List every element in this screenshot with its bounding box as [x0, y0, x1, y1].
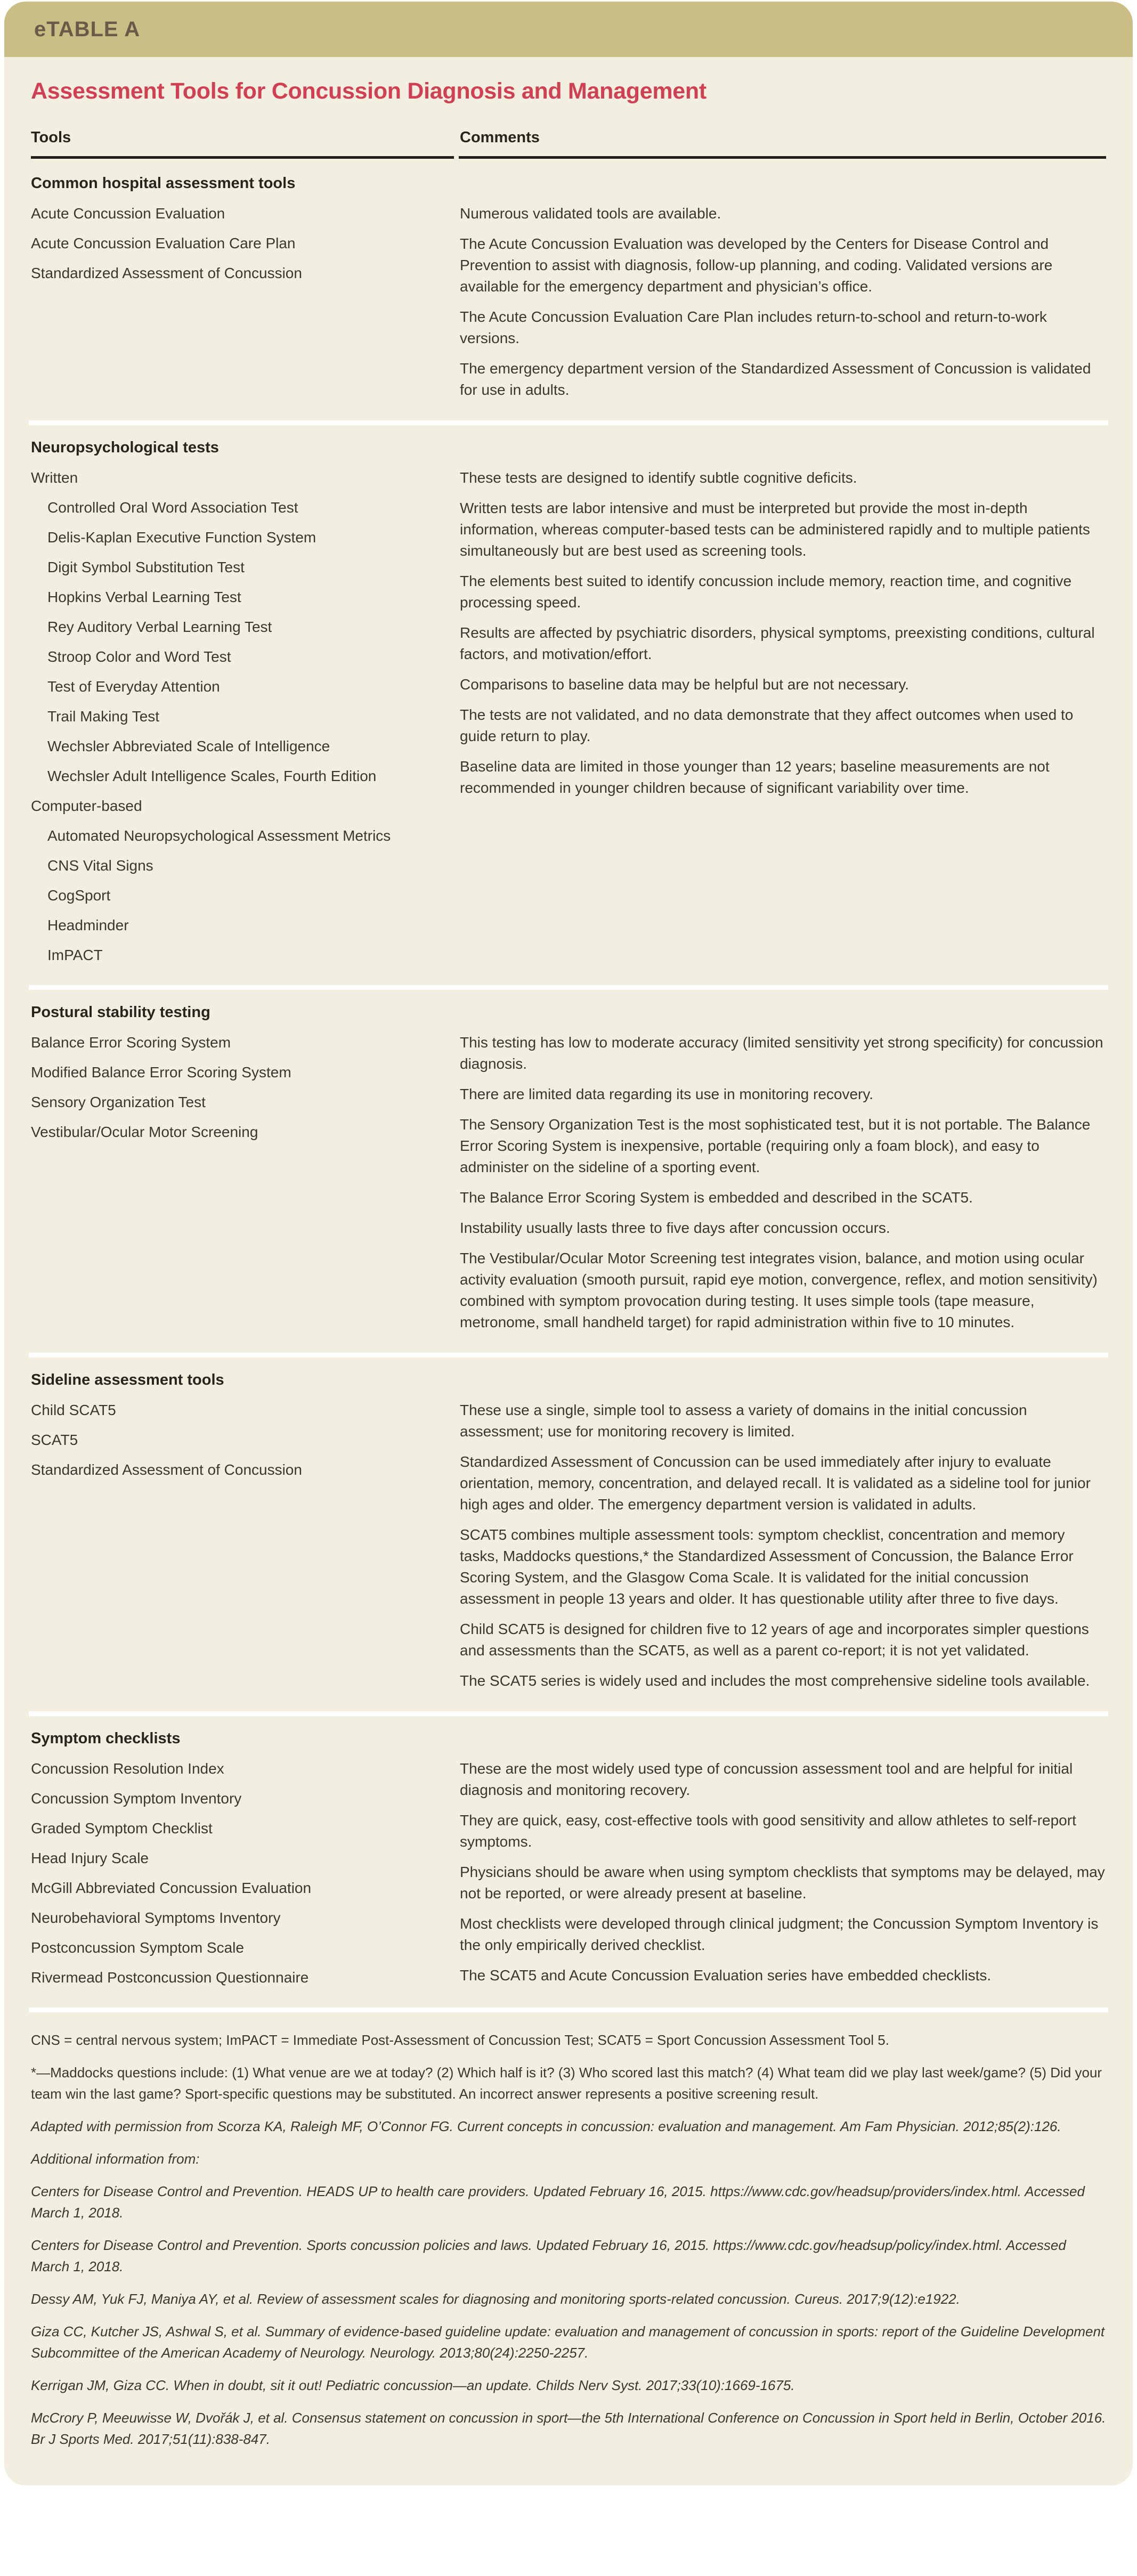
- tool-item: Graded Symptom Checklist: [31, 1820, 213, 1836]
- tool-item: Digit Symbol Substitution Test: [47, 559, 245, 575]
- section-header: Postural stability testing: [31, 1004, 210, 1021]
- comment-paragraph: They are quick, easy, cost-effective tools with good sensitivity and allow athletes to self-report symptoms.: [460, 1812, 1076, 1850]
- comment-paragraph: The tests are not validated, and no data demonstrate that they affect outcomes when used to guide return to play.: [460, 706, 1074, 744]
- tools-column: [31, 1758, 451, 1997]
- tool-item: Computer-based: [31, 798, 142, 814]
- tool-item: Acute Concussion Evaluation Care Plan: [31, 235, 296, 251]
- comment-paragraph: The elements best suited to identify concussion include memory, reaction time, and cognitive processing speed.: [460, 573, 1072, 611]
- comment-paragraph: Results are affected by psychiatric disorders, physical symptoms, preexisting conditions, cultural factors, and motivation/effort.: [460, 624, 1095, 662]
- table-section: [31, 1716, 1106, 2008]
- comment-paragraph: Physicians should be aware when using symptom checklists that symptoms may be delayed, may not be reported, or were already present at baseline.: [460, 1864, 1105, 1901]
- table-sections: [31, 161, 1106, 2008]
- column-header-comments: Comments: [460, 129, 540, 146]
- table-label-band: [4, 2, 1133, 57]
- footnote: Adapted with permission from Scorza KA, Raleigh MF, O’Connor FG. Current concepts in concussion: evaluation and management. Am Fam Physician. 2012;85(2):126.: [31, 2118, 1061, 2134]
- tool-item: Hopkins Verbal Learning Test: [47, 589, 241, 605]
- tool-item: Written: [31, 469, 78, 486]
- section-divider: [29, 985, 1108, 990]
- footnote: CNS = central nervous system; ImPACT = Immediate Post-Assessment of Concussion Test; SCAT5 = Sport Concussion Assessment Tool 5.: [31, 2032, 889, 2048]
- comment-paragraph: This testing has low to moderate accuracy (limited sensitivity yet strong specificity) for concussion diagnosis.: [460, 1034, 1103, 1072]
- comment-paragraph: SCAT5 combines multiple assessment tools: symptom checklist, concentration and memory tasks, Maddocks questions,* the Standardized Assessment of Concussion, the Balance Error Scoring System, and the Glasgow Coma Scale. It is validated for the initial concussion assessment in people 13 years and older. It has questionable utility after three to five days.: [460, 1526, 1074, 1607]
- table-title: Assessment Tools for Concussion Diagnosis and Management: [31, 78, 706, 104]
- tool-item: Head Injury Scale: [31, 1850, 149, 1866]
- tool-item: Modified Balance Error Scoring System: [31, 1064, 291, 1080]
- tool-item: Automated Neuropsychological Assessment Metrics: [47, 827, 391, 844]
- tool-item: Postconcussion Symptom Scale: [31, 1939, 244, 1956]
- section-divider: [29, 2008, 1108, 2012]
- comments-column: [460, 467, 1106, 974]
- comment-paragraph: Comparisons to baseline data may be helpful but are not necessary.: [460, 676, 909, 693]
- section-columns: [31, 1032, 1106, 1342]
- tool-item: Acute Concussion Evaluation: [31, 205, 225, 222]
- comment-paragraph: The Vestibular/Ocular Motor Screening test integrates vision, balance, and motion using ocular activity evaluation (smooth pursuit, rapid eye motion, convergence, reflex, and motion sensitivity) combined with symptom provocation during testing. It uses simple tools (tape measure, metronome, small handheld target) for rapid administration within five to 10 minutes.: [460, 1250, 1098, 1330]
- table-section: [31, 990, 1106, 1353]
- footnote: McCrory P, Meeuwisse W, Dvořák J, et al. Consensus statement on concussion in sport—the 5th International Conference on Concussion in Sport held in Berlin, October 2016. Br J Sports Med. 2017;51(11):838-847.: [31, 2410, 1106, 2447]
- comment-paragraph: Most checklists were developed through clinical judgment; the Concussion Symptom Inventory is the only empirically derived checklist.: [460, 1915, 1099, 1953]
- tool-item: Delis-Kaplan Executive Function System: [47, 529, 316, 546]
- comment-paragraph: Child SCAT5 is designed for children five to 12 years of age and incorporates simpler questions and assessments than the SCAT5, as well as a parent co-report; it is not yet validated.: [460, 1621, 1089, 1659]
- tool-item: Standardized Assessment of Concussion: [31, 265, 302, 281]
- tool-item: SCAT5: [31, 1432, 78, 1448]
- tool-item: Balance Error Scoring System: [31, 1034, 231, 1051]
- header-rule: [31, 156, 1106, 159]
- tool-item: Vestibular/Ocular Motor Screening: [31, 1124, 258, 1140]
- tool-item: CogSport: [47, 887, 111, 904]
- tools-column: [31, 467, 451, 974]
- section-header: Common hospital assessment tools: [31, 175, 296, 192]
- table-card: [4, 2, 1133, 2485]
- tool-item: Headminder: [47, 917, 129, 933]
- comment-paragraph: The Balance Error Scoring System is embedded and described in the SCAT5.: [460, 1189, 973, 1206]
- header-rule-right: [459, 156, 1106, 159]
- footnote: *—Maddocks questions include: (1) What venue are we at today? (2) Which half is it? (3) Who scored last this match? (4) What team did we play last week/game? (5) Did your team win the last game? Sport-specific questions may be substituted. An incorrect answer represents a positive screening result.: [31, 2065, 1102, 2102]
- comment-paragraph: The emergency department version of the Standardized Assessment of Concussion is validated for use in adults.: [460, 360, 1091, 398]
- tool-item: CNS Vital Signs: [47, 857, 153, 874]
- table-section: [31, 425, 1106, 985]
- tools-column: [31, 203, 451, 410]
- comment-paragraph: Instability usually lasts three to five days after concussion occurs.: [460, 1220, 890, 1236]
- tool-item: Stroop Color and Word Test: [47, 648, 231, 665]
- comment-paragraph: The SCAT5 series is widely used and includes the most comprehensive sideline tools available.: [460, 1672, 1090, 1689]
- section-columns: [31, 1758, 1106, 1997]
- tool-item: Trail Making Test: [47, 708, 160, 725]
- tool-item: Concussion Resolution Index: [31, 1760, 224, 1777]
- comment-paragraph: There are limited data regarding its use in monitoring recovery.: [460, 1086, 874, 1102]
- column-headers: [31, 129, 1106, 147]
- table-section: [31, 161, 1106, 420]
- tool-item: Wechsler Adult Intelligence Scales, Fourth Edition: [47, 768, 377, 784]
- comment-paragraph: These use a single, simple tool to assess a variety of domains in the initial concussion assessment; use for monitoring recovery is limited.: [460, 1402, 1027, 1440]
- comment-paragraph: These are the most widely used type of concussion assessment tool and are helpful for initial diagnosis and monitoring recovery.: [460, 1760, 1073, 1798]
- header-rule-left: [31, 156, 454, 159]
- column-header-tools: Tools: [31, 129, 71, 146]
- tool-item: Concussion Symptom Inventory: [31, 1790, 242, 1807]
- footnote: Giza CC, Kutcher JS, Ashwal S, et al. Summary of evidence-based guideline update: evaluation and management of concussion in sports: report of the Guideline Development Subcommittee of the American Academy of Neurology. Neurology. 2013;80(24):2250-2257.: [31, 2323, 1105, 2361]
- comment-paragraph: The Acute Concussion Evaluation Care Plan includes return-to-school and return-to-work versions.: [460, 308, 1047, 346]
- comment-paragraph: Standardized Assessment of Concussion can be used immediately after injury to evaluate orientation, memory, concentration, and delayed recall. It is validated as a sideline tool for junior high ages and older. The emergency department version is validated in adults.: [460, 1453, 1091, 1513]
- tool-item: Controlled Oral Word Association Test: [47, 499, 298, 516]
- section-columns: [31, 1400, 1106, 1701]
- comment-paragraph: Written tests are labor intensive and must be interpreted but provide the most in-depth information, whereas computer-based tests can be administered rapidly and to multiple patients simultaneously but are best used as screening tools.: [460, 500, 1090, 559]
- section-header: Symptom checklists: [31, 1730, 181, 1747]
- comments-column: [460, 1032, 1106, 1342]
- comments-column: [460, 1758, 1106, 1997]
- tool-item: Child SCAT5: [31, 1402, 116, 1418]
- section-columns: [31, 203, 1106, 410]
- tool-item: Test of Everyday Attention: [47, 678, 220, 695]
- section-divider: [29, 1711, 1108, 1716]
- section-divider: [29, 1353, 1108, 1358]
- section-columns: [31, 467, 1106, 974]
- section-divider: [29, 420, 1108, 425]
- tool-item: Wechsler Abbreviated Scale of Intelligence: [47, 738, 330, 754]
- tool-item: McGill Abbreviated Concussion Evaluation: [31, 1880, 312, 1896]
- table-label: eTABLE A: [34, 17, 141, 41]
- footnotes: [31, 2012, 1106, 2450]
- comments-column: [460, 1400, 1106, 1701]
- tool-item: Sensory Organization Test: [31, 1094, 206, 1110]
- tools-column: [31, 1400, 451, 1701]
- tool-item: Neurobehavioral Symptoms Inventory: [31, 1909, 281, 1926]
- tool-item: Rivermead Postconcussion Questionnaire: [31, 1969, 309, 1986]
- table-section: [31, 1358, 1106, 1711]
- footnote: Kerrigan JM, Giza CC. When in doubt, sit it out! Pediatric concussion—an update. Childs Nerv Syst. 2017;33(10):1669-1675.: [31, 2377, 795, 2393]
- section-header: Sideline assessment tools: [31, 1371, 224, 1388]
- comment-paragraph: Baseline data are limited in those younger than 12 years; baseline measurements are not recommended in younger children because of significant variability over time.: [460, 758, 1050, 796]
- footnote: Centers for Disease Control and Prevention. Sports concussion policies and laws. Updated February 16, 2015. https://www.cdc.gov/headsup/policy/index.html. Accessed March 1, 2018.: [31, 2237, 1066, 2274]
- comment-paragraph: These tests are designed to identify subtle cognitive deficits.: [460, 469, 857, 486]
- comment-paragraph: The Sensory Organization Test is the most sophisticated test, but it is not portable. The Balance Error Scoring System is inexpensive, portable (requiring only a foam block), and easy to administer on the sideline of a sporting event.: [460, 1116, 1091, 1175]
- tool-item: ImPACT: [47, 947, 103, 963]
- comment-paragraph: The SCAT5 and Acute Concussion Evaluation series have embedded checklists.: [460, 1967, 992, 1984]
- comment-paragraph: Numerous validated tools are available.: [460, 205, 721, 222]
- table-body: [4, 57, 1133, 2485]
- footnote: Centers for Disease Control and Prevention. HEADS UP to health care providers. Updated February 16, 2015. https://www.cdc.gov/headsup/providers/index.html. Accessed March 1, 2018.: [31, 2183, 1085, 2221]
- comments-column: [460, 203, 1106, 410]
- footnote: Dessy AM, Yuk FJ, Maniya AY, et al. Review of assessment scales for diagnosing and monitoring sports-related concussion. Cureus. 2017;9(12):e1922.: [31, 2291, 960, 2307]
- footnote: Additional information from:: [31, 2151, 200, 2167]
- section-header: Neuropsychological tests: [31, 439, 219, 456]
- comment-paragraph: The Acute Concussion Evaluation was developed by the Centers for Disease Control and Prevention to assist with diagnosis, follow-up planning, and coding. Validated versions are available for the emergency department and physician’s office.: [460, 235, 1053, 295]
- tool-item: Rey Auditory Verbal Learning Test: [47, 619, 272, 635]
- tools-column: [31, 1032, 451, 1342]
- tool-item: Standardized Assessment of Concussion: [31, 1461, 302, 1478]
